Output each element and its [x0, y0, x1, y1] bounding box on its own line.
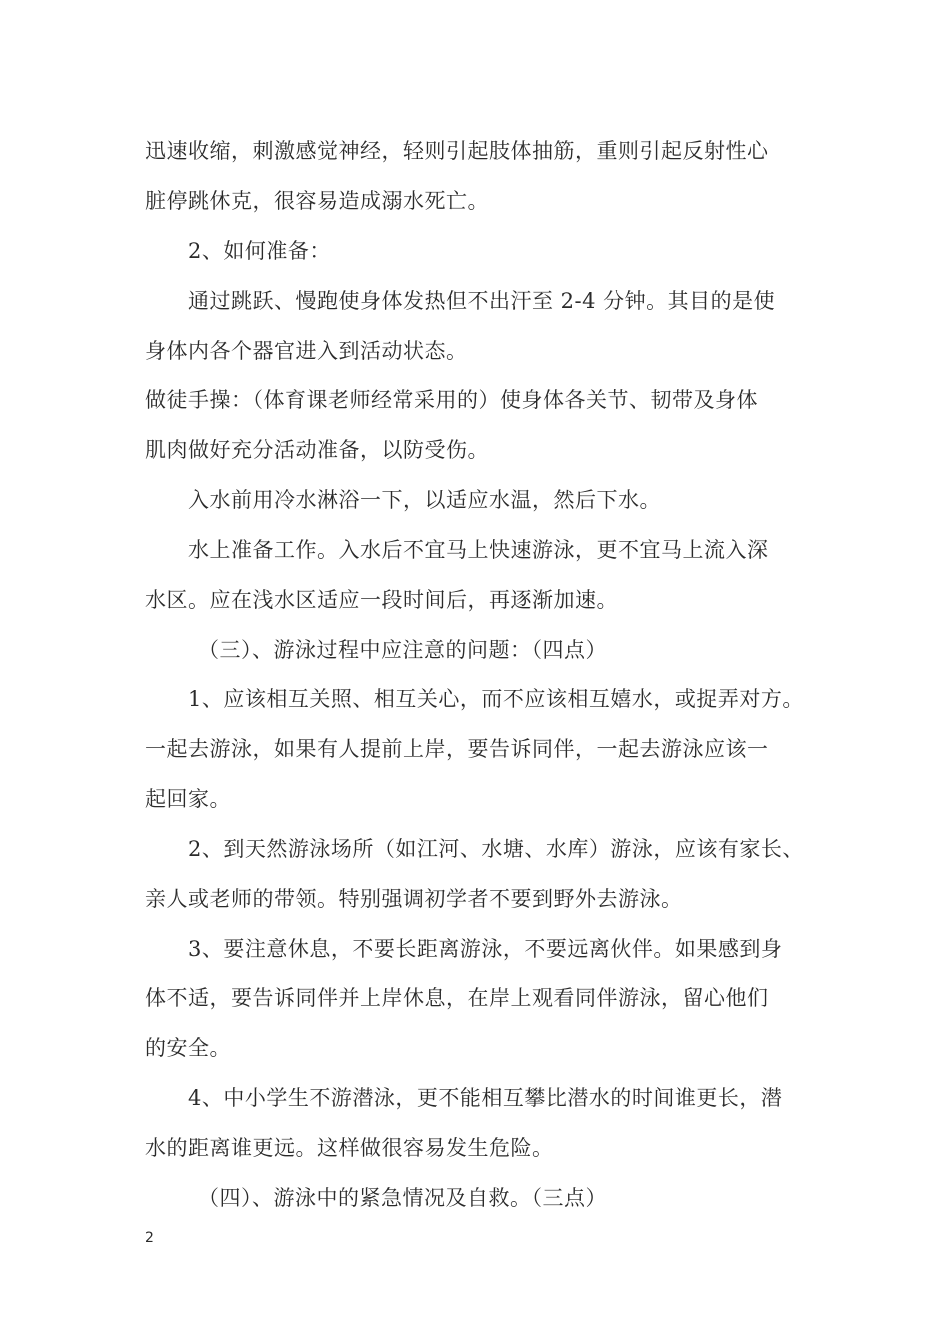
text-line: 脏停跳休克，很容易造成溺水死亡。 — [145, 189, 489, 213]
text-line: 水区。应在浅水区适应一段时间后，再逐渐加速。 — [145, 588, 618, 612]
text-line: 入水前用冷水淋浴一下，以适应水温，然后下水。 — [188, 488, 661, 512]
text-line: 迅速收缩，刺激感觉神经，轻则引起肢体抽筋，重则引起反射性心 — [145, 139, 769, 163]
text-line: 做徒手操：（体育课老师经常采用的）使身体各关节、韧带及身体 — [145, 388, 758, 412]
text-line: 2、到天然游泳场所（如江河、水塘、水库）游泳，应该有家长、 — [188, 837, 804, 861]
text-line: 4、中小学生不游潜泳，更不能相互攀比潜水的时间谁更长，潜 — [188, 1086, 783, 1110]
text-line: 水的距离谁更远。这样做很容易发生危险。 — [145, 1136, 554, 1160]
text-line: 一起去游泳，如果有人提前上岸，要告诉同伴，一起去游泳应该一 — [145, 737, 769, 761]
section-heading: （四）、游泳中的紧急情况及自救。（三点） — [198, 1186, 607, 1210]
section-heading: （三）、游泳过程中应注意的问题：（四点） — [198, 638, 607, 662]
text-line: 3、要注意休息，不要长距离游泳，不要远离伙伴。如果感到身 — [188, 937, 783, 961]
text-line: 身体内各个器官进入到活动状态。 — [145, 339, 468, 363]
text-line: 水上准备工作。入水后不宜马上快速游泳，更不宜马上流入深 — [188, 538, 769, 562]
text-line: 亲人或老师的带领。特别强调初学者不要到野外去游泳。 — [145, 887, 683, 911]
text-line: 体不适，要告诉同伴并上岸休息，在岸上观看同伴游泳，留心他们 — [145, 986, 769, 1010]
text-line: 的安全。 — [145, 1036, 231, 1060]
section-heading: 2、如何准备： — [188, 239, 331, 263]
page-number: 2 — [145, 1230, 154, 1246]
text-line: 通过跳跃、慢跑使身体发热但不出汗至 2-4 分钟。其目的是使 — [188, 289, 776, 313]
text-line: 1、应该相互关照、相互关心，而不应该相互嬉水，或捉弄对方。 — [188, 687, 804, 711]
text-line: 起回家。 — [145, 787, 231, 811]
text-line: 肌肉做好充分活动准备，以防受伤。 — [145, 438, 489, 462]
